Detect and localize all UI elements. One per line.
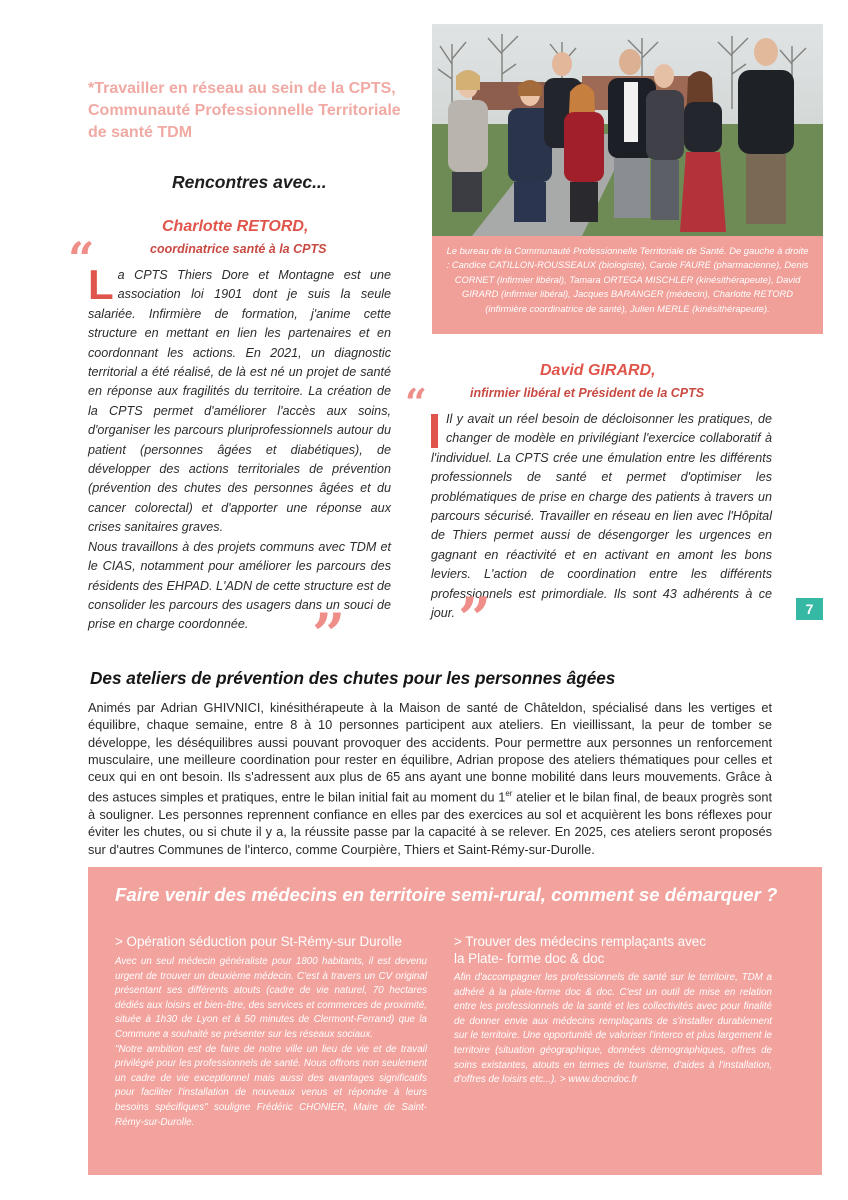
section-body [88,699,772,858]
right-column-heading: > Trouver des médecins remplaçants avec la Plate- forme doc & doc [454,934,706,966]
photo-caption-box [432,236,823,334]
open-quote-icon: “ [405,380,427,425]
david-role: infirmier libéral et Président de la CPTS [470,386,705,400]
section-body-part-2: atelier et le bilan final, de beaux progrès sont à souligner. Les personnes reprennent confiance en elles par des exercices au sol et acquièrent les bons réflexes pour éviter les chutes, ou si chute il y a, la réussite passe par la capacité à se relever. En 2025, ces ateliers seront proposés sur d'autres Communes de l'interco, comme Courpière, Thiers et Saint-Rémy-sur-Durolle. [88,789,773,857]
david-name: David GIRARD, [540,362,656,379]
charlotte-paragraph-1: a CPTS Thiers Dore et Montagne est une association loi 1901 dont je suis la seule salariée. Infirmière de formation, j'anime cette structure en mettant en lien les partenaires et en coordonnant les actions. En 2021, un diagnostic territorial a été réalisé, de là est né un projet de santé en réponse aux fragilités du territoire. La création de la CPTS permet d'améliorer l'accès aux soins, d'organiser les parcours pluriprofessionnels autour du patient (personnes âgées et diabétiques), de développer des actions territoriales de prévention (prévention des chutes des personnes âgées et du cancer colorectal) et d'apporter une réponse aux crises sanitaires graves. [88,268,391,535]
rencontres-heading: Rencontres avec... [172,172,327,192]
dropcap-bar-icon [431,414,438,448]
team-photo [432,24,823,236]
charlotte-name: Charlotte RETORD, [162,218,309,235]
doctors-box [88,867,822,1175]
left-column-paragraph-1: Avec un seul médecin généraliste pour 1800 habitants, il est devenu urgent de trouver un deuxième médecin. C'est à travers un CV original présentant ses différents atouts (cadre de vie naturel, 70 hectares dédiés aux loisirs et bien-être, des services et commerces de proximité, située à 1h30 de Lyon et à 50 minutes de Clermont-Ferrand) que la Commune a souhaité se présenter sur les réseaux sociaux. [115,956,427,1040]
photo-caption: Le bureau de la Communauté Professionnelle Territoriale de Santé. De gauche à droite : Candice CATILLON-ROUSSEAUX (biologiste), Carole FAURE (pharmacienne), Denis CORNET (infirmier libéral), Tamara ORTEGA MISCHLER (kinésithérapeute), David GIRARD (infirmier libéral), Jacques BARANGER (médecin), Charlotte RETORD (infirmière coordinatrice de santé), Julien MERLE (kinésithérapeute). [446,245,809,314]
close-quote-icon: ” [458,585,492,653]
close-quote-icon: ” [312,601,346,669]
intro-title: *Travailler en réseau au sein de la CPTS, Communauté Professionnelle Territoriale de santé TDM [88,80,401,141]
left-column-paragraph-2: "Notre ambition est de faire de notre ville un lieu de vie et de travail privilégié pour les professionnels de santé. Nous offrons non seulement un cadre de vie exceptionnel mais aussi des avantages significatifs pour faciliter l'installation de nouveaux venus et répondre à leurs besoins spécifiques" souligne Frédéric CHONIER, Maire de Saint-Rémy-sur-Durolle. [115,1043,427,1128]
section-title: Des ateliers de prévention des chutes pour les personnes âgées [90,668,616,688]
left-column-text [115,955,427,1130]
right-column-text: Afin d'accompagner les professionnels de santé sur le territoire, TDM a adhéré à la plate-forme doc & doc. C'est un outil de mise en relation entre les professionnels de la santé et les collectivités avec pour finalité de donner envie aux médecins remplaçants de s'installer durablement sur le territoire. Une opportunité de valoriser l'interco et plus largement le territoire (situation géographique, données démographiques, offres de soins existantes, atouts en termes de tourisme, d'aides à l'installation, d'offres de loisirs etc...). > www.docndoc.fr [454,972,772,1086]
left-column-heading: > Opération séduction pour St-Rémy-sur Durolle [115,934,402,949]
section-body-sup: er [505,789,513,799]
section-body-part-1: Animés par Adrian GHIVNICI, kinésithérapeute à la Maison de santé de Châteldon, spécialisé dans les vertiges et équilibre, chaque semaine, entre 8 à 10 personnes participent aux ateliers. En vieillissant, la peur de tomber se développe, les déséquilibres aussi pouvant provoquer des accidents. Pour permettre aux personnes un renforcement musculaire, une meilleure coordination pour rester en équilibre, Adrian propose des ateliers thématiques pour celles et ceux qui en ont besoin. Ils s'adressent aux plus de 65 ans ayant une bonne mobilité dans leurs mouvements. Grâce à des astuces simples et pratiques, entre le bilan initial fait au moment du 1 [88,700,772,805]
david-paragraph: Il y avait un réel besoin de décloisonner les pratiques, de changer de modèle en privilégiant l'exercice collaboratif à l'individuel. La CPTS crée une émulation entre les différents professionnels de santé et permet d'optimiser les problématiques de prise en charge des patients à travers un parcours sécurisé. Travailler en réseau en lien avec l'Hôpital de Thiers permet aussi de désengorger les urgences en gagnant en réactivité et en activant en amont les bons leviers. L'action de coordination entre les différents professionnels est primordiale. Ils sont 43 adhérents à ce jour. [431,412,772,621]
open-quote-icon: “ [68,232,95,286]
page-number: 7 [796,598,823,620]
charlotte-dropcap: L [88,261,114,308]
charlotte-role: coordinatrice santé à la CPTS [150,242,327,256]
doctors-box-title: Faire venir des médecins en territoire semi-rural, comment se démarquer ? [115,884,778,905]
charlotte-text [88,261,391,635]
charlotte-paragraph-2: Nous travaillons à des projets communs avec TDM et le CIAS, notamment pour améliorer les parcours des résidents des EHPAD. L'ADN de cette structure est de consolider les parcours des usagers dans un souci de prise en charge coordonnée. [88,539,391,632]
team-photo-illustration [432,24,823,236]
